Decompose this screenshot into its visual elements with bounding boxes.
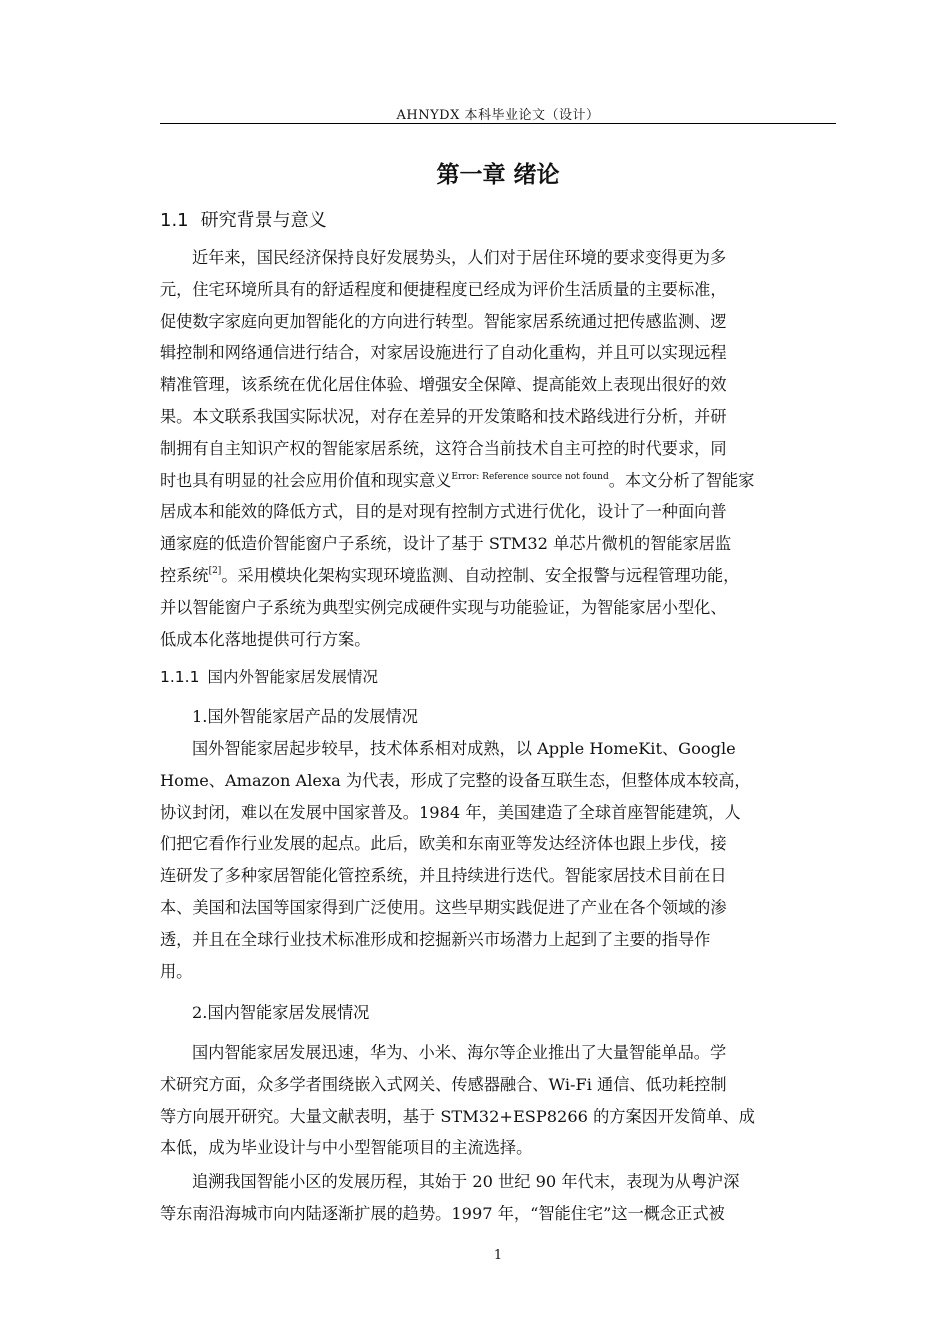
paragraph-line: 用。: [160, 961, 193, 981]
subsection-title: [160, 665, 378, 687]
subsection-number: 1.1.1: [160, 668, 200, 686]
paragraph-domestic-development: [160, 1037, 836, 1164]
paragraph-foreign-development: [160, 733, 836, 987]
paragraph-line: 促使数字家庭向更加智能化的方向进行转型。智能家居系统通过把传感监测、逻: [160, 311, 727, 331]
paragraph-line: 辑控制和网络通信进行结合，对家居设施进行了自动化重构，并且可以实现远程: [160, 343, 727, 363]
line-text: 控系统: [160, 565, 209, 585]
paragraph-research-background: [160, 242, 836, 655]
citation-reference: [2]: [208, 565, 222, 576]
paragraph-line: 元，住宅环境所具有的舒适程度和便捷程度已经成为评价生活质量的主要标准，: [160, 279, 727, 299]
paragraph-line: 协议封闭，难以在发展中国家普及。1984 年，美国建造了全球首座智能建筑，人: [160, 802, 741, 822]
paragraph-line: 追溯我国智能小区的发展历程，其始于 20 世纪 90 年代末，表现为从粤沪深: [192, 1172, 740, 1191]
paragraph-line: 国外智能家居起步较早，技术体系相对成熟，以 Apple HomeKit、Google: [192, 739, 736, 758]
paragraph-line: 近年来，国民经济保持良好发展势头，人们对于居住环境的要求变得更为多: [192, 248, 727, 267]
paragraph-line: 本低，成为毕业设计与中小型智能项目的主流选择。: [160, 1138, 533, 1158]
section-title: [160, 206, 327, 232]
paragraph-line: 果。本文联系我国实际状况，对存在差异的开发策略和技术路线进行分析，并研: [160, 406, 727, 426]
section-number: 1.1: [160, 210, 189, 231]
paragraph-line: 通家庭的低造价智能窗户子系统，设计了基于 STM32 单芯片微机的智能家居监: [160, 534, 732, 554]
running-header: AHNYDX 本科毕业论文（设计）: [396, 108, 600, 123]
paragraph-line: [160, 560, 836, 592]
line-text: 时也具有明显的社会应用价值和现实意义: [160, 470, 452, 490]
paragraph-line: 本、美国和法国等国家得到广泛使用。这些早期实践促进了产业在各个领域的渗: [160, 897, 727, 917]
header-rule: [160, 123, 836, 124]
chapter-title: 第一章 绪论: [436, 162, 560, 188]
paragraph-line: 连研发了多种家居智能化管控系统，并且持续进行迭代。智能家居技术目前在日: [160, 866, 727, 886]
paragraph-smart-community-history: [160, 1166, 836, 1230]
paragraph-line: 精准管理，该系统在优化居住体验、增强安全保障、提高能效上表现出很好的效: [160, 375, 727, 395]
paragraph-line: 透，并且在全球行业技术标准形成和挖掘新兴市场潜力上起到了主要的指导作: [160, 929, 711, 949]
section-heading-text: 研究背景与意义: [200, 210, 327, 231]
paragraph-line: 低成本化落地提供可行方案。: [160, 629, 371, 649]
paragraph-line: 并以智能窗户子系统为典型实例完成硬件实现与功能验证，为智能家居小型化、: [160, 597, 727, 617]
line-text: 。本文分析了智能家: [608, 470, 755, 490]
paragraph-line: 们把它看作行业发展的起点。此后，欧美和东南亚等发达经济体也跟上步伐，接: [160, 834, 727, 854]
paragraph-line: 制拥有自主知识产权的智能家居系统，这符合当前技术自主可控的时代要求，同: [160, 438, 727, 458]
subsection-heading-text: 国内外智能家居发展情况: [207, 668, 378, 686]
paragraph-line: Home、Amazon Alexa 为代表，形成了完整的设备互联生态，但整体成本较高，: [160, 770, 751, 790]
heading-foreign-development: 1.国外智能家居产品的发展情况: [192, 707, 418, 726]
paragraph-line: 等东南沿海城市向内陆逐渐扩展的趋势。1997 年，“智能住宅”这一概念正式被: [160, 1203, 725, 1223]
paragraph-line: [160, 465, 836, 497]
paragraph-line: 术研究方面，众多学者围绕嵌入式网关、传感器融合、Wi-Fi 通信、低功耗控制: [160, 1074, 727, 1094]
paragraph-line: 居成本和能效的降低方式，目的是对现有控制方式进行优化，设计了一种面向普: [160, 502, 727, 522]
paragraph-line: 等方向展开研究。大量文献表明，基于 STM32+ESP8266 的方案因开发简单、成: [160, 1106, 755, 1126]
heading-domestic-development: 2.国内智能家居发展情况: [192, 1003, 370, 1022]
page-number: 1: [493, 1248, 503, 1263]
paragraph-line: 国内智能家居发展迅速，华为、小米、海尔等企业推出了大量智能单品。学: [192, 1043, 727, 1062]
line-text: 。采用模块化架构实现环境监测、自动控制、安全报警与远程管理功能，: [221, 565, 740, 585]
reference-error-text: Error: Reference source not found: [451, 471, 609, 482]
